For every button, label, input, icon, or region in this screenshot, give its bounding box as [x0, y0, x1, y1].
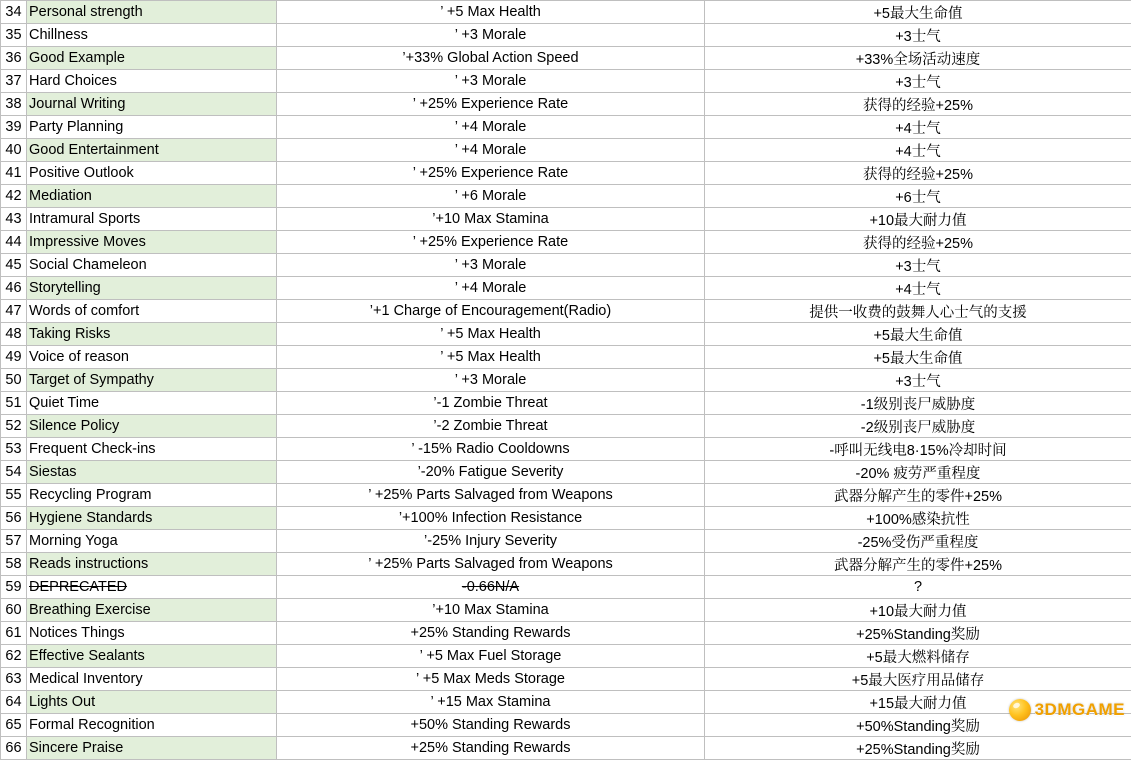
effect-zh-cell[interactable]: +3士气 — [705, 24, 1131, 47]
trait-name-cell[interactable]: Impressive Moves — [27, 231, 277, 254]
table-row[interactable] — [1, 208, 1131, 231]
effect-en-cell[interactable]: ’ +25% Experience Rate — [277, 93, 705, 116]
trait-name-cell[interactable]: Target of Sympathy — [27, 369, 277, 392]
trait-name-cell[interactable]: Hygiene Standards — [27, 507, 277, 530]
table-row[interactable] — [1, 116, 1131, 139]
effect-zh-cell[interactable]: +5最大生命值 — [705, 323, 1131, 346]
table-row[interactable] — [1, 93, 1131, 116]
row-number: 49 — [1, 346, 27, 369]
trait-name-cell[interactable]: Siestas — [27, 461, 277, 484]
effect-zh-cell[interactable]: +100%感染抗性 — [705, 507, 1131, 530]
row-number: 39 — [1, 116, 27, 139]
table-row[interactable] — [1, 438, 1131, 461]
trait-name-cell[interactable]: Personal strength — [27, 1, 277, 24]
effect-en-cell[interactable]: ’ +25% Parts Salvaged from Weapons — [277, 553, 705, 576]
effect-zh-cell[interactable]: 获得的经验+25% — [705, 231, 1131, 254]
effect-zh-cell[interactable]: +5最大医疗用品储存 — [705, 668, 1131, 691]
effect-zh-cell[interactable]: 获得的经验+25% — [705, 162, 1131, 185]
trait-name-cell[interactable]: Morning Yoga — [27, 530, 277, 553]
trait-name-cell[interactable]: Frequent Check-ins — [27, 438, 277, 461]
row-number: 60 — [1, 599, 27, 622]
effect-en-cell[interactable]: +25% Standing Rewards — [277, 622, 705, 645]
trait-name-cell[interactable]: Sincere Praise — [27, 737, 277, 760]
trait-name-cell[interactable]: Journal Writing — [27, 93, 277, 116]
effect-zh-cell[interactable]: +6士气 — [705, 185, 1131, 208]
table-row[interactable] — [1, 1, 1131, 24]
row-number: 40 — [1, 139, 27, 162]
trait-name-cell[interactable]: Silence Policy — [27, 415, 277, 438]
trait-name-cell[interactable]: Mediation — [27, 185, 277, 208]
effect-en-cell[interactable]: ’+100% Infection Resistance — [277, 507, 705, 530]
effect-zh-cell[interactable]: 提供一收费的鼓舞人心士气的支援 — [705, 300, 1131, 323]
row-number: 41 — [1, 162, 27, 185]
effect-zh-cell[interactable]: +25%Standing奖励 — [705, 622, 1131, 645]
table-row[interactable] — [1, 553, 1131, 576]
effect-zh-cell[interactable]: -1级别丧尸威胁度 — [705, 392, 1131, 415]
trait-name-cell[interactable]: Intramural Sports — [27, 208, 277, 231]
effect-en-cell[interactable]: ’ +5 Max Health — [277, 323, 705, 346]
effect-zh-cell[interactable]: +10最大耐力值 — [705, 208, 1131, 231]
table-row[interactable] — [1, 691, 1131, 714]
row-number: 57 — [1, 530, 27, 553]
row-number: 59 — [1, 576, 27, 599]
effect-en-cell[interactable]: ’-1 Zombie Threat — [277, 392, 705, 415]
trait-name-cell[interactable]: Notices Things — [27, 622, 277, 645]
trait-name-cell[interactable]: Breathing Exercise — [27, 599, 277, 622]
table-row[interactable] — [1, 576, 1131, 599]
table-row[interactable] — [1, 277, 1131, 300]
trait-name-cell[interactable]: Medical Inventory — [27, 668, 277, 691]
row-number: 43 — [1, 208, 27, 231]
row-number: 35 — [1, 24, 27, 47]
effect-zh-cell[interactable]: +33%全场活动速度 — [705, 47, 1131, 70]
effect-en-cell[interactable]: ’-20% Fatigue Severity — [277, 461, 705, 484]
effect-en-cell[interactable]: ’ +5 Max Fuel Storage — [277, 645, 705, 668]
effect-zh-cell[interactable]: 获得的经验+25% — [705, 93, 1131, 116]
effect-en-cell[interactable]: ’ +15 Max Stamina — [277, 691, 705, 714]
row-number: 47 — [1, 300, 27, 323]
effect-zh-cell[interactable]: +50%Standing奖励 — [705, 714, 1131, 737]
table-row[interactable] — [1, 47, 1131, 70]
table-body — [1, 1, 1131, 760]
row-number: 51 — [1, 392, 27, 415]
effect-zh-cell[interactable]: ? — [705, 576, 1131, 599]
table-row[interactable] — [1, 162, 1131, 185]
effect-en-cell[interactable]: ’ +4 Morale — [277, 139, 705, 162]
table-row[interactable] — [1, 507, 1131, 530]
effect-zh-cell[interactable]: +5最大生命值 — [705, 1, 1131, 24]
row-number: 48 — [1, 323, 27, 346]
trait-name-cell[interactable]: Formal Recognition — [27, 714, 277, 737]
effect-en-cell[interactable]: ’-2 Zombie Threat — [277, 415, 705, 438]
effect-zh-cell[interactable]: 武器分解产生的零件+25% — [705, 553, 1131, 576]
effect-en-cell[interactable]: ’ +25% Experience Rate — [277, 231, 705, 254]
trait-name-cell[interactable]: Positive Outlook — [27, 162, 277, 185]
watermark-text: 3DMGAME — [1035, 700, 1125, 720]
effect-en-cell[interactable]: ’ +4 Morale — [277, 116, 705, 139]
trait-name-cell[interactable]: Effective Sealants — [27, 645, 277, 668]
table-row[interactable] — [1, 714, 1131, 737]
effect-en-cell[interactable]: ’ +3 Morale — [277, 24, 705, 47]
trait-name-cell[interactable]: Good Entertainment — [27, 139, 277, 162]
trait-name-cell[interactable]: Social Chameleon — [27, 254, 277, 277]
row-number: 34 — [1, 1, 27, 24]
effect-en-cell[interactable]: ’+33% Global Action Speed — [277, 47, 705, 70]
effect-zh-cell[interactable]: +3士气 — [705, 254, 1131, 277]
row-number: 44 — [1, 231, 27, 254]
row-number: 46 — [1, 277, 27, 300]
row-number: 64 — [1, 691, 27, 714]
row-number: 65 — [1, 714, 27, 737]
trait-name-cell[interactable]: Reads instructions — [27, 553, 277, 576]
effect-en-cell[interactable]: ’ +25% Experience Rate — [277, 162, 705, 185]
effect-en-cell[interactable]: ’-25% Injury Severity — [277, 530, 705, 553]
row-number: 56 — [1, 507, 27, 530]
row-number: 55 — [1, 484, 27, 507]
table-row[interactable] — [1, 484, 1131, 507]
effect-en-cell[interactable]: ’ +3 Morale — [277, 254, 705, 277]
effect-zh-cell[interactable]: -2级别丧尸威胁度 — [705, 415, 1131, 438]
effect-zh-cell[interactable]: +15最大耐力值 — [705, 691, 1131, 714]
effect-en-cell[interactable]: ’ +4 Morale — [277, 277, 705, 300]
row-number: 54 — [1, 461, 27, 484]
table-row[interactable] — [1, 254, 1131, 277]
trait-name-cell[interactable]: Recycling Program — [27, 484, 277, 507]
row-number: 61 — [1, 622, 27, 645]
effect-en-cell[interactable]: ’ +3 Morale — [277, 70, 705, 93]
table-row[interactable] — [1, 323, 1131, 346]
table-row[interactable] — [1, 185, 1131, 208]
effect-zh-cell[interactable]: -呼叫无线电8·15%冷却时间 — [705, 438, 1131, 461]
trait-name-cell[interactable]: Words of comfort — [27, 300, 277, 323]
effect-en-cell[interactable]: -0.66N/A — [277, 576, 705, 599]
table-row[interactable] — [1, 461, 1131, 484]
table-row[interactable] — [1, 668, 1131, 691]
table-row[interactable] — [1, 415, 1131, 438]
effect-zh-cell[interactable]: +3士气 — [705, 70, 1131, 93]
table-row[interactable] — [1, 530, 1131, 553]
effect-en-cell[interactable]: ’ -15% Radio Cooldowns — [277, 438, 705, 461]
effect-en-cell[interactable]: ’ +6 Morale — [277, 185, 705, 208]
effect-zh-cell[interactable]: +4士气 — [705, 139, 1131, 162]
effect-zh-cell[interactable]: +25%Standing奖励 — [705, 737, 1131, 760]
row-number: 58 — [1, 553, 27, 576]
trait-name-cell[interactable]: Chillness — [27, 24, 277, 47]
table-row[interactable] — [1, 599, 1131, 622]
table-row[interactable] — [1, 645, 1131, 668]
effect-zh-cell[interactable]: -20% 疲劳严重程度 — [705, 461, 1131, 484]
table-row[interactable] — [1, 300, 1131, 323]
effect-zh-cell[interactable]: +4士气 — [705, 116, 1131, 139]
row-number: 62 — [1, 645, 27, 668]
row-number: 52 — [1, 415, 27, 438]
effect-zh-cell[interactable]: +5最大生命值 — [705, 346, 1131, 369]
effect-zh-cell[interactable]: +4士气 — [705, 277, 1131, 300]
table-row[interactable] — [1, 139, 1131, 162]
table-row[interactable] — [1, 392, 1131, 415]
effect-zh-cell[interactable]: 武器分解产生的零件+25% — [705, 484, 1131, 507]
trait-name-cell[interactable]: Good Example — [27, 47, 277, 70]
effect-en-cell[interactable]: ’ +3 Morale — [277, 369, 705, 392]
table-row[interactable] — [1, 369, 1131, 392]
row-number: 53 — [1, 438, 27, 461]
row-number: 63 — [1, 668, 27, 691]
effect-en-cell[interactable]: ’ +25% Parts Salvaged from Weapons — [277, 484, 705, 507]
row-number: 36 — [1, 47, 27, 70]
effect-en-cell[interactable]: ’+10 Max Stamina — [277, 208, 705, 231]
effect-en-cell[interactable]: +25% Standing Rewards — [277, 737, 705, 760]
trait-name-cell[interactable]: Taking Risks — [27, 323, 277, 346]
table-row[interactable] — [1, 622, 1131, 645]
effect-zh-cell[interactable]: -25%受伤严重程度 — [705, 530, 1131, 553]
row-number: 45 — [1, 254, 27, 277]
effect-en-cell[interactable]: ’ +5 Max Health — [277, 1, 705, 24]
trait-name-cell[interactable]: Storytelling — [27, 277, 277, 300]
trait-name-cell[interactable]: DEPRECATED — [27, 576, 277, 599]
effect-en-cell[interactable]: ’+10 Max Stamina — [277, 599, 705, 622]
table-row[interactable] — [1, 24, 1131, 47]
row-number: 38 — [1, 93, 27, 116]
trait-name-cell[interactable]: Party Planning — [27, 116, 277, 139]
trait-name-cell[interactable]: Voice of reason — [27, 346, 277, 369]
effect-en-cell[interactable]: +50% Standing Rewards — [277, 714, 705, 737]
trait-name-cell[interactable]: Quiet Time — [27, 392, 277, 415]
table-row[interactable] — [1, 231, 1131, 254]
trait-name-cell[interactable]: Hard Choices — [27, 70, 277, 93]
table-row[interactable] — [1, 70, 1131, 93]
row-number: 50 — [1, 369, 27, 392]
effect-en-cell[interactable]: ’ +5 Max Meds Storage — [277, 668, 705, 691]
effect-en-cell[interactable]: ’ +5 Max Health — [277, 346, 705, 369]
effect-zh-cell[interactable]: +10最大耐力值 — [705, 599, 1131, 622]
effect-en-cell[interactable]: ’+1 Charge of Encouragement(Radio) — [277, 300, 705, 323]
row-number: 42 — [1, 185, 27, 208]
row-number: 37 — [1, 70, 27, 93]
effect-zh-cell[interactable]: +3士气 — [705, 369, 1131, 392]
row-number: 66 — [1, 737, 27, 760]
table-row[interactable] — [1, 346, 1131, 369]
table-row[interactable] — [1, 737, 1131, 760]
trait-name-cell[interactable]: Lights Out — [27, 691, 277, 714]
effect-zh-cell[interactable]: +5最大燃料储存 — [705, 645, 1131, 668]
